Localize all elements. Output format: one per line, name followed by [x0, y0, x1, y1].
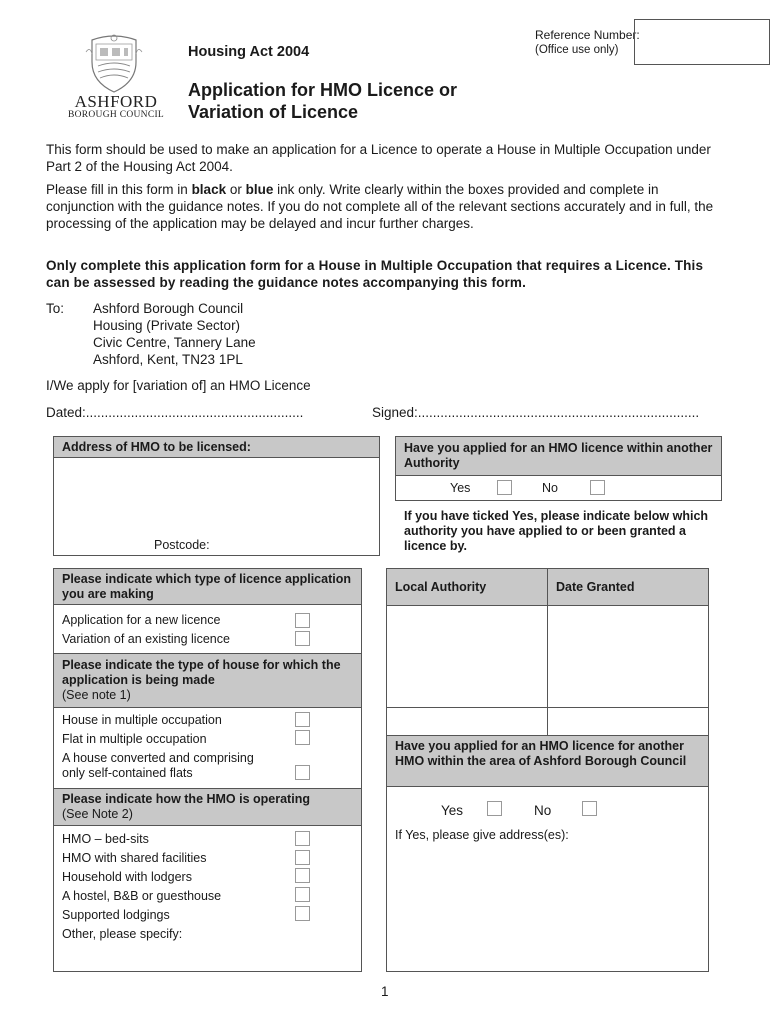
hmo-address-header: Address of HMO to be licensed: [62, 440, 251, 454]
operating-option-bedsits: HMO – bed-sits [62, 832, 149, 846]
intro-paragraph-2 [46, 181, 726, 232]
house-flat-checkbox[interactable] [295, 730, 310, 745]
operating-note: (See Note 2) [62, 807, 133, 821]
form-title-line1: Application for HMO Licence or [188, 80, 458, 100]
signed-field[interactable] [372, 404, 699, 421]
operating-supported-checkbox[interactable] [295, 906, 310, 921]
authority-table-col-date-granted: Date Granted [556, 580, 635, 594]
authority-table-divider [547, 568, 548, 736]
operating-other-input[interactable] [54, 944, 361, 971]
operating-bedsits-checkbox[interactable] [295, 831, 310, 846]
ashford-hmo-address-input[interactable] [387, 846, 708, 971]
logo-subtitle: BOROUGH COUNCIL [67, 110, 165, 120]
to-label: To: [46, 301, 65, 316]
to-line-4: Ashford, Kent, TN23 1PL [93, 352, 243, 367]
operating-option-lodgers: Household with lodgers [62, 870, 192, 884]
hmo-address-input[interactable] [54, 459, 379, 555]
house-converted-checkbox[interactable] [295, 765, 310, 780]
operating-option-shared: HMO with shared facilities [62, 851, 207, 865]
house-option-flat: Flat in multiple occupation [62, 732, 207, 746]
house-option-converted: A house converted and comprising [62, 751, 254, 765]
operating-option-supported: Supported lodgings [62, 908, 170, 922]
operating-other-label: Other, please specify: [62, 927, 183, 941]
other-authority-no-label: No [542, 481, 558, 495]
other-authority-note: If you have ticked Yes, please indicate below which authority you have applied to or been granted a licence by. [404, 509, 709, 553]
intro-black: black [191, 182, 227, 197]
council-crest-icon [84, 32, 144, 94]
postcode-label: Postcode: [154, 538, 210, 552]
licence-new-checkbox[interactable] [295, 613, 310, 628]
operating-lodgers-checkbox[interactable] [295, 868, 310, 883]
house-type-header: Please indicate the type of house for which the application is being made [62, 658, 341, 687]
operating-option-hostel: A hostel, B&B or guesthouse [62, 889, 222, 903]
reference-label: Reference Number: [535, 28, 640, 42]
reference-note: (Office use only) [535, 44, 619, 56]
house-type-note: (See note 1) [62, 688, 131, 702]
authority-table-col-local-authority: Local Authority [395, 580, 487, 594]
licence-variation-checkbox[interactable] [295, 631, 310, 646]
intro-paragraph-1: This form should be used to make an application for a Licence to operate a House in Multiple Occupation under Part 2 of the Housing Act 2004. [46, 142, 711, 174]
to-line-2: Housing (Private Sector) [93, 318, 241, 333]
ashford-hmo-header: Have you applied for an HMO licence for another HMO within the area of Ashford Borough Council [395, 739, 687, 768]
ashford-hmo-no-label: No [534, 803, 552, 818]
reference-number-field[interactable] [634, 19, 770, 65]
council-logo [56, 93, 176, 121]
operating-hostel-checkbox[interactable] [295, 887, 310, 902]
signed-label: Signed: [372, 405, 418, 420]
logo-name: ASHFORD [74, 92, 158, 111]
signed-dots: ........................................................................... [417, 405, 700, 420]
house-hmo-checkbox[interactable] [295, 712, 310, 727]
authority-table-row-line [386, 707, 709, 708]
to-line-3: Civic Centre, Tannery Lane [93, 335, 256, 350]
licence-option-new: Application for a new licence [62, 613, 221, 627]
intro-p2-end: ink only. Write clearly within the boxes provided and complete in conjunction with the guidance notes. If you do not complete all of the relevant sections accurately and in full, the processing of the application may be delayed and incur further charges. [46, 182, 714, 231]
house-option-hmo: House in multiple occupation [62, 713, 222, 727]
ashford-hmo-address-prompt: If Yes, please give address(es): [395, 828, 569, 842]
dated-label: Dated: [46, 405, 86, 420]
operating-header: Please indicate how the HMO is operating [62, 792, 310, 806]
operating-shared-checkbox[interactable] [295, 850, 310, 865]
form-title-line2: Variation of Licence [188, 102, 359, 122]
dated-field[interactable] [46, 404, 303, 421]
house-option-converted-line2: only self-contained flats [62, 766, 193, 780]
intro-p2-start: Please fill in this form in [46, 182, 192, 197]
local-authority-input[interactable] [387, 607, 546, 707]
apply-statement: I/We apply for [variation of] an HMO Licence [46, 378, 311, 393]
ashford-hmo-yes-checkbox[interactable] [487, 801, 502, 816]
other-authority-yes-checkbox[interactable] [497, 480, 512, 495]
ashford-hmo-yes-label: Yes [441, 803, 464, 818]
ashford-hmo-no-checkbox[interactable] [582, 801, 597, 816]
intro-blue: blue [245, 182, 274, 197]
intro-paragraph-3: Only complete this application form for a House in Multiple Occupation that requires a Licence. This can be assessed by reading the guidance notes accompanying this form. [46, 258, 704, 290]
act-title: Housing Act 2004 [188, 44, 310, 60]
licence-option-variation: Variation of an existing licence [62, 632, 230, 646]
intro-or: or [226, 182, 246, 197]
date-granted-input[interactable] [549, 607, 708, 707]
to-line-1: Ashford Borough Council [93, 301, 244, 316]
other-authority-yes-label: Yes [450, 481, 471, 495]
other-authority-no-checkbox[interactable] [590, 480, 605, 495]
other-authority-header: Have you applied for an HMO licence within another Authority [404, 441, 713, 470]
page-number: 1 [381, 984, 389, 999]
dated-dots: .......................................................... [85, 405, 304, 420]
licence-type-header: Please indicate which type of licence application you are making [62, 572, 351, 601]
